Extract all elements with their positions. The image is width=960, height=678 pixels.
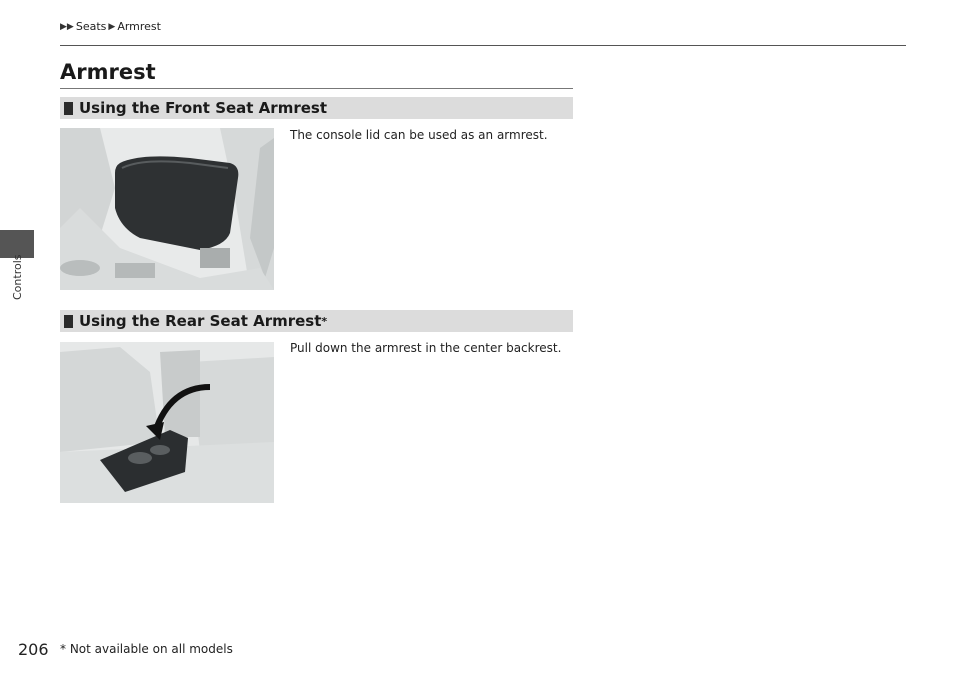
section-heading-front [60,97,573,119]
breadcrumb [60,20,161,33]
square-bullet-icon [64,315,73,328]
header-divider [60,45,906,46]
breadcrumb-armrest[interactable]: Armrest [117,20,161,33]
section-heading-text: Using the Rear Seat Armrest [79,312,322,330]
chapter-label: Controls [11,254,24,300]
section-heading-rear [60,310,573,332]
page-number: 206 [18,640,49,659]
rear-armrest-illustration [60,342,274,503]
breadcrumb-seats[interactable]: Seats [75,20,107,33]
front-armrest-text: The console lid can be used as an armrest. [290,128,548,142]
rear-armrest-text: Pull down the armrest in the center backrest. [290,341,562,355]
page-title: Armrest [60,60,156,84]
breadcrumb-arrow-icon: ▶ [108,21,116,32]
section-heading-text: Using the Front Seat Armrest [79,99,327,117]
footnote: * Not available on all models [60,642,233,656]
square-bullet-icon [64,102,73,115]
breadcrumb-arrow-icon: ▶▶ [60,21,74,32]
title-divider [60,88,573,89]
front-armrest-illustration [60,128,274,290]
availability-marker: * [321,314,328,328]
